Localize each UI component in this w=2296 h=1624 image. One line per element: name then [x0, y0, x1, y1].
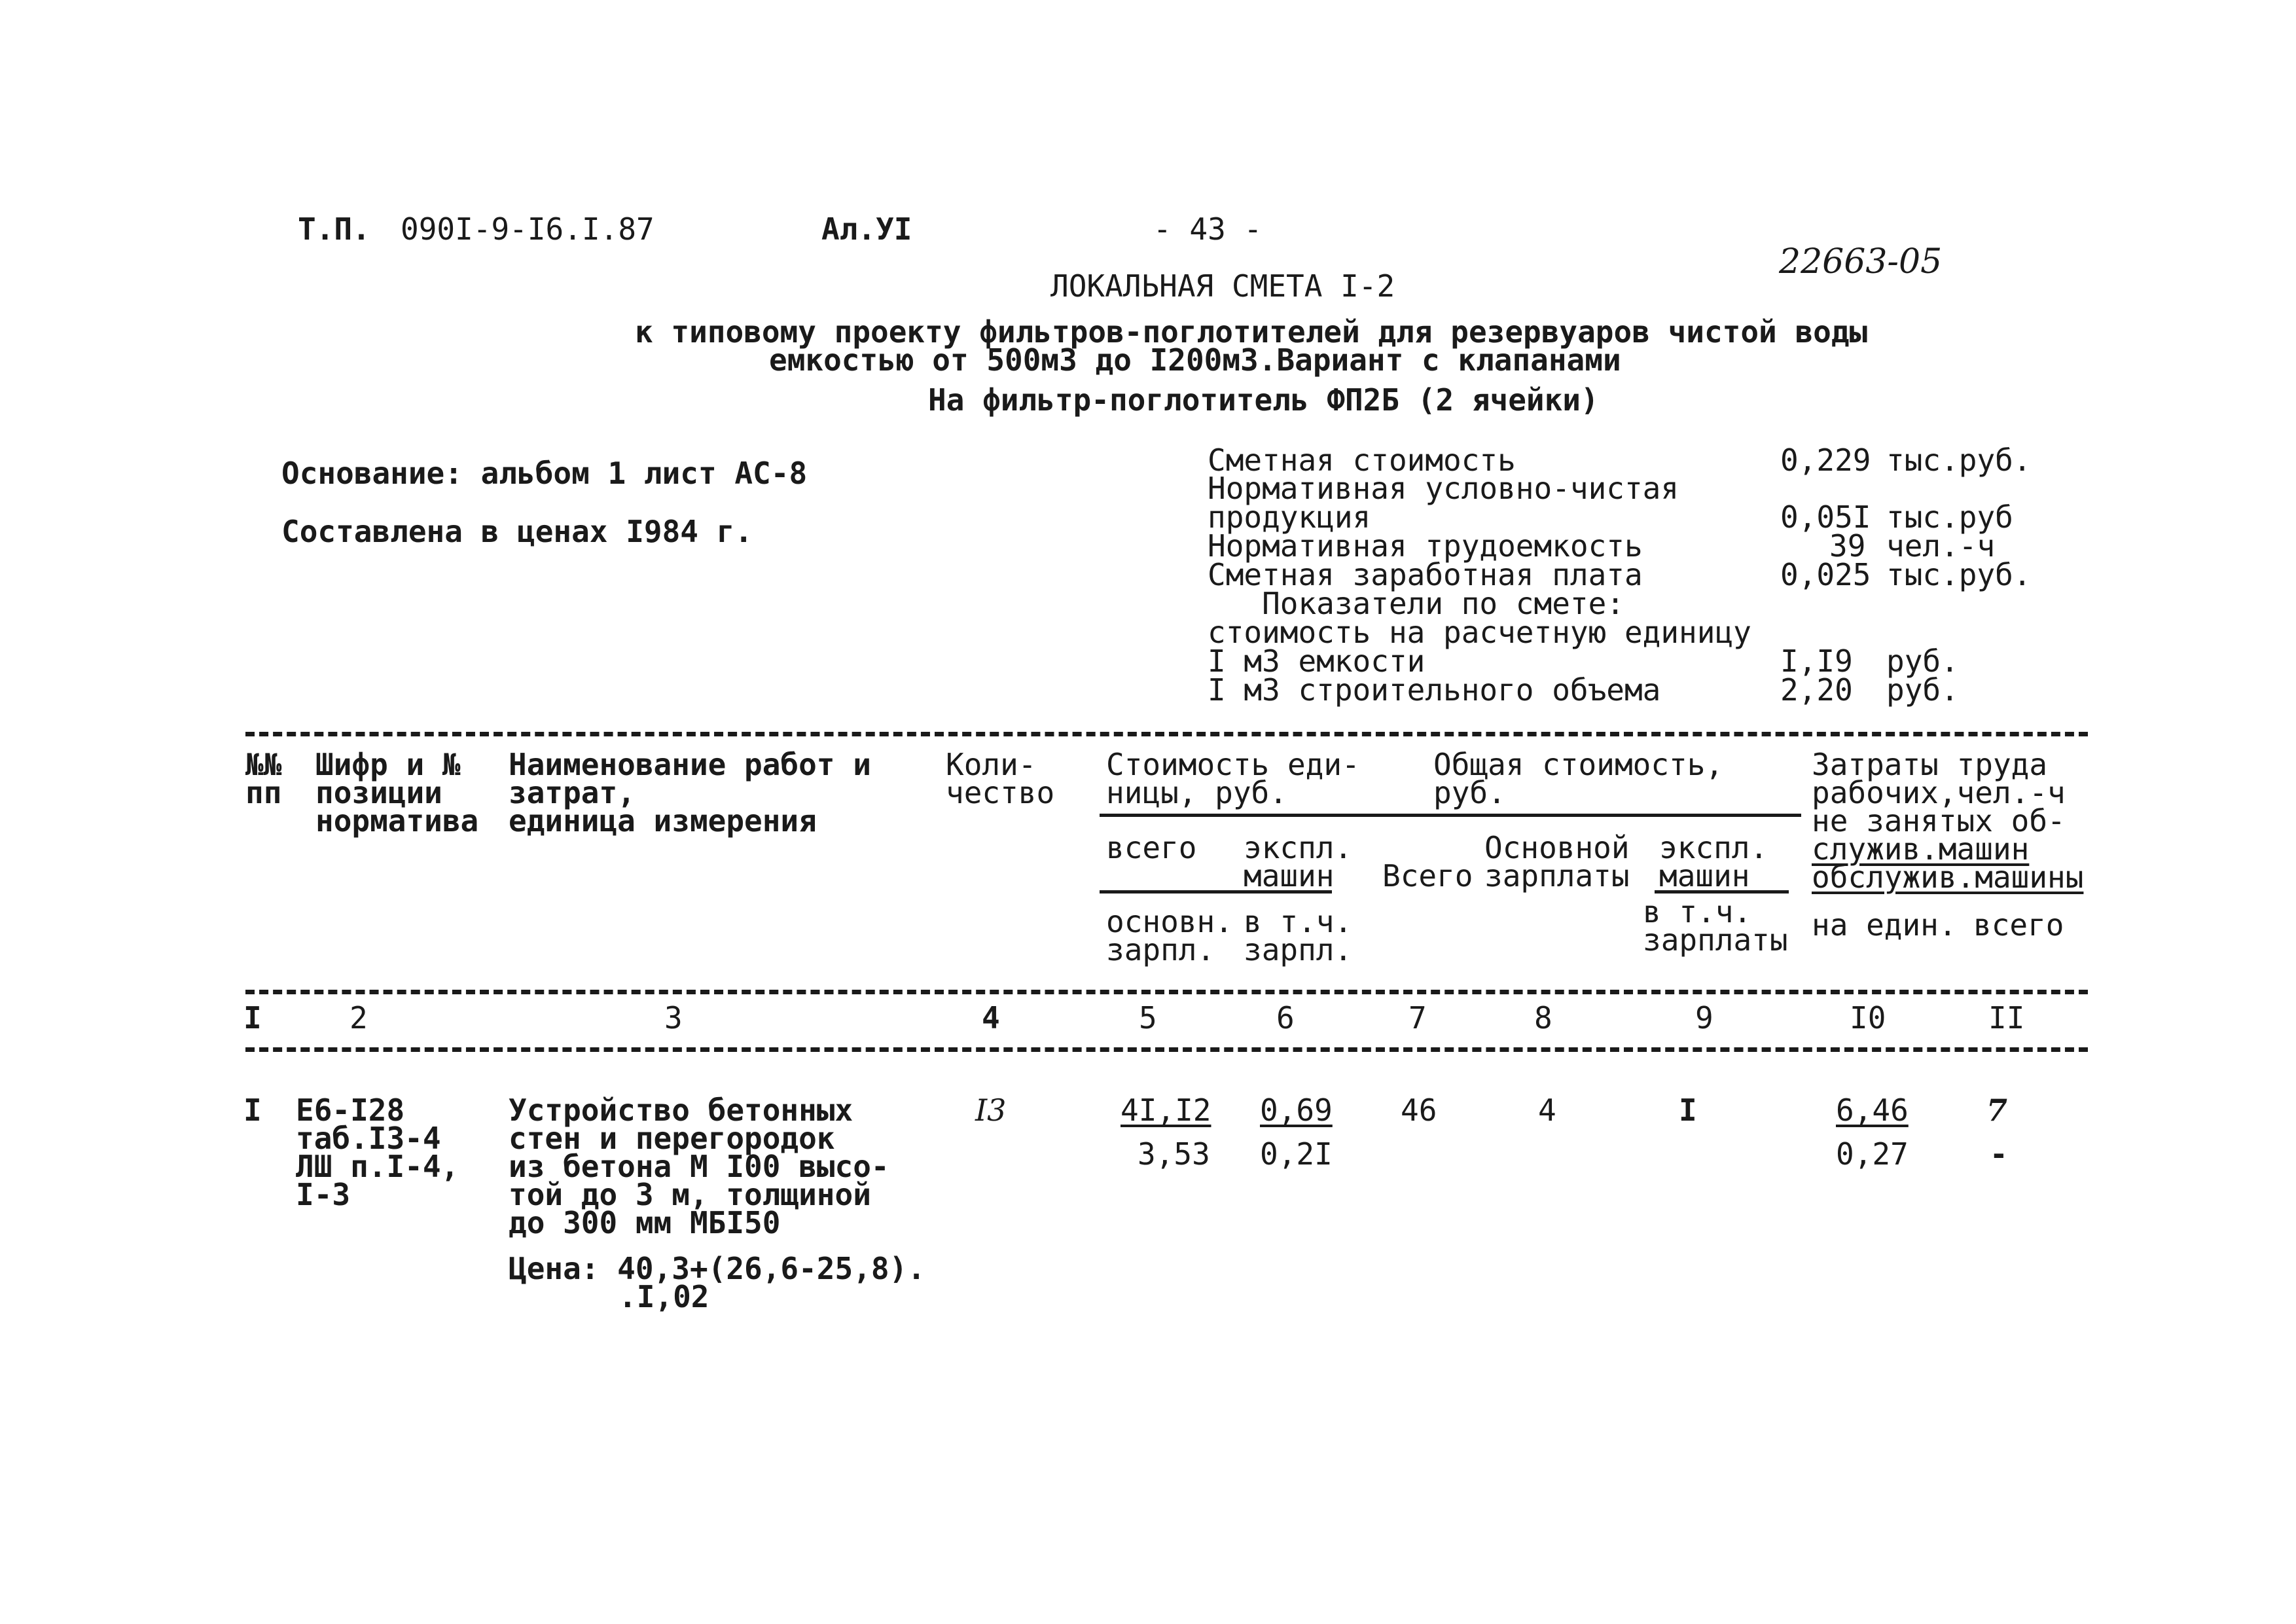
row-work-name: Устройство бетонных — [509, 1092, 853, 1128]
title-line-2: емкостью от 500м3 до I200м3.Вариант с клапанами — [769, 342, 1621, 378]
col-qty-header: чество — [946, 775, 1055, 810]
summary-label: I м3 емкости — [1208, 643, 1426, 679]
row-unit-ekspl-zarp: 0,2I — [1260, 1136, 1333, 1172]
row-unit-osn-zarp: 3,53 — [1138, 1136, 1210, 1172]
column-number: II — [1988, 1000, 2025, 1036]
row-total-osn: 4 — [1538, 1092, 1556, 1128]
col-num-header: пп — [245, 775, 282, 810]
total-cost-header: руб. — [1433, 775, 1506, 810]
row-code: I-3 — [296, 1177, 351, 1212]
column-number: I — [243, 1000, 262, 1036]
summary-value: 0,05I — [1780, 499, 1871, 535]
row-code: Е6-I28 — [296, 1092, 405, 1128]
summary-unit: руб. — [1886, 672, 1959, 708]
summary-value: 0,229 — [1780, 442, 1871, 478]
header-bottom-rule — [245, 990, 2088, 994]
col-qty-header: Коли- — [946, 747, 1037, 782]
col-num-header: №№ — [245, 747, 282, 782]
row-work-name: стен и перегородок — [509, 1121, 835, 1156]
row-unit-ekspl: 0,69 — [1260, 1092, 1333, 1128]
sub-header-total: Всего — [1382, 858, 1473, 893]
tp-label: Т.П. — [298, 211, 370, 247]
summary-label: Сметная заработная плата — [1208, 557, 1643, 592]
column-number: 7 — [1408, 1000, 1427, 1036]
summary-unit: руб. — [1886, 643, 1959, 679]
row-labor-unit: 6,46 — [1836, 1092, 1909, 1128]
row-work-name: до 300 мм МБI50 — [509, 1205, 781, 1240]
estimate-title: ЛОКАЛЬНАЯ СМЕТА I-2 — [1050, 268, 1395, 304]
column-number: 6 — [1276, 1000, 1295, 1036]
column-number: 9 — [1695, 1000, 1713, 1036]
sub-header-osnovn: зарпл. — [1106, 932, 1215, 967]
summary-label: Показатели по смете: — [1208, 586, 1624, 621]
row-total: 46 — [1401, 1092, 1437, 1128]
project-code: 090I-9-I6.I.87 — [401, 211, 655, 247]
row-number: I — [243, 1092, 262, 1128]
col-code-header: позиции — [315, 775, 442, 810]
sub-header-osn-zarp: Основной — [1484, 830, 1630, 865]
col-name-header: затрат, — [509, 775, 636, 810]
row-unit-total: 4I,I2 — [1121, 1092, 1211, 1128]
sub-header-osnovn: основн. — [1106, 904, 1233, 939]
total-cost-header: Общая стоимость, — [1433, 747, 1724, 782]
row-price-formula: Цена: 40,3+(26,6-25,8). — [509, 1251, 925, 1286]
album-label: Ал.УI — [821, 211, 912, 247]
column-number: 5 — [1139, 1000, 1157, 1036]
sub-header-na-edin: на един. — [1812, 907, 1957, 943]
page-number: - 43 - — [1153, 211, 1263, 247]
column-number: 8 — [1534, 1000, 1552, 1036]
row-code: таб.I3-4 — [296, 1121, 441, 1156]
summary-label: I м3 строительного объема — [1208, 672, 1661, 708]
title-line-3: На фильтр-поглотитель ФП2Б (2 ячейки) — [928, 382, 1599, 418]
sub-header-ekspl: экспл. — [1244, 830, 1353, 865]
summary-unit: тыс.руб. — [1886, 557, 2032, 592]
summary-unit: тыс.руб. — [1886, 442, 2032, 478]
handwritten-number: 22663-05 — [1779, 242, 1943, 281]
column-number: 4 — [982, 1000, 1000, 1036]
sub-header-ekspl2: машин — [1659, 858, 1750, 893]
basis-line: Основание: альбом 1 лист АС-8 — [281, 456, 808, 491]
sub-header-vtch2: зарплаты — [1643, 922, 1788, 958]
sub-header-ekspl2: экспл. — [1659, 830, 1768, 865]
col-code-header: Шифр и № — [315, 747, 461, 782]
sub-header-vtch: в т.ч. — [1244, 904, 1353, 939]
summary-label: стоимость на расчетную единицу — [1208, 615, 1751, 650]
summary-label: Сметная стоимость — [1208, 442, 1516, 478]
col-name-header: единица измерения — [509, 803, 817, 839]
labor-header: не занятых об- — [1812, 803, 2066, 839]
sub-header-vtch: зарпл. — [1244, 932, 1353, 967]
sub-header-vsego2: всего — [1973, 907, 2064, 943]
unit-cost-header: ницы, руб. — [1106, 775, 1287, 810]
row-labor-total: 7 — [1986, 1092, 2008, 1128]
column-number: I0 — [1850, 1000, 1886, 1036]
labor-header: Затраты труда — [1812, 747, 2048, 782]
row-work-name: из бетона М I00 высо- — [509, 1149, 889, 1184]
column-numbers-rule — [245, 1047, 2088, 1052]
title-line-1: к типовому проекту фильтров-поглотителей для резервуаров чистой воды — [635, 314, 1868, 350]
column-number: 2 — [350, 1000, 368, 1036]
sub-header-osn-zarp: зарплаты — [1484, 858, 1630, 893]
summary-label: Нормативная условно-чистая — [1208, 471, 1679, 506]
col-code-header: норматива — [315, 803, 479, 839]
row-quantity: I3 — [975, 1092, 1007, 1128]
labor-header: рабочих,чел.-ч — [1812, 775, 2066, 810]
summary-value: 2,20 — [1780, 672, 1853, 708]
summary-unit: чел.-ч — [1886, 528, 1996, 564]
summary-label: Нормативная трудоемкость — [1208, 528, 1643, 564]
row-work-name: той до 3 м, толщиной — [509, 1177, 871, 1212]
labor-header: обслужив.машины — [1812, 859, 2084, 895]
row-labor-unit-2: 0,27 — [1836, 1136, 1909, 1172]
summary-unit: тыс.руб — [1886, 499, 2013, 535]
row-labor-total-2: - — [1990, 1136, 2008, 1172]
row-price-formula: .I,02 — [619, 1279, 709, 1314]
sub-header-vtch2: в т.ч. — [1643, 894, 1752, 929]
row-total-ekspl: I — [1679, 1092, 1697, 1128]
table-top-rule — [245, 732, 2088, 736]
sub-header-vsego: всего — [1106, 830, 1197, 865]
summary-value: 0,025 — [1780, 557, 1871, 592]
summary-value: I,I9 — [1780, 643, 1853, 679]
summary-label: продукция — [1208, 499, 1371, 535]
labor-header: служив.машин — [1812, 831, 2030, 867]
prices-year-line: Составлена в ценах I984 г. — [281, 514, 753, 549]
header-subdivider-rule — [1100, 814, 1801, 817]
column-number: 3 — [664, 1000, 683, 1036]
summary-value: 39 — [1829, 528, 1866, 564]
row-code: ЛШ п.I-4, — [296, 1149, 459, 1184]
unit-cost-header: Стоимость еди- — [1106, 747, 1360, 782]
sub-header-ekspl: машин — [1244, 858, 1335, 893]
col-name-header: Наименование работ и — [509, 747, 871, 782]
